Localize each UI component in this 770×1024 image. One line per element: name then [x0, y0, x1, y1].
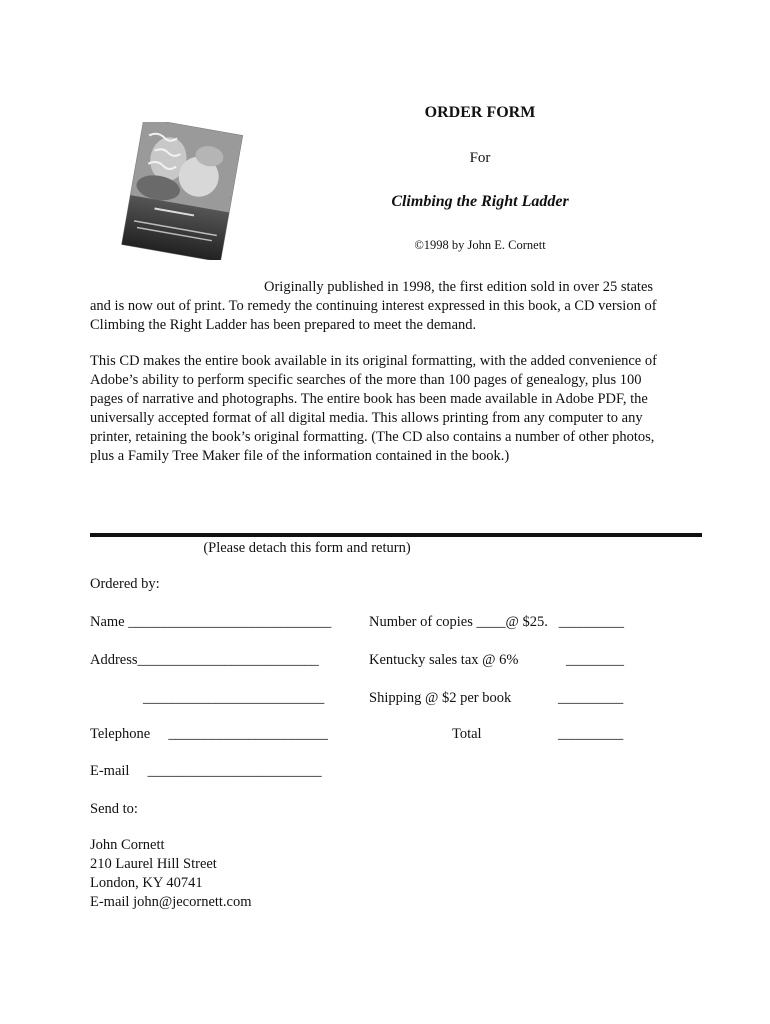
- shipping-label: Shipping @ $2 per book: [369, 690, 512, 706]
- name-label: Name: [90, 614, 125, 630]
- intro-paragraph-2: [90, 352, 700, 466]
- detach-note-text: (Please detach this form and return): [203, 540, 411, 556]
- copyright-line: ©1998 by John E. Cornett: [414, 238, 546, 252]
- ordered-by-label: Ordered by:: [90, 576, 160, 592]
- shipping-blank: _________: [558, 690, 624, 706]
- address-city: London, KY 40741: [90, 875, 203, 891]
- address-line-2-blank: _________________________: [143, 690, 325, 706]
- mailing-address: [90, 836, 252, 912]
- email-blank: ________________________: [147, 763, 322, 779]
- book-title: Climbing the Right Ladder: [391, 193, 569, 210]
- copies-label: Number of copies ____@ $25.: [369, 614, 548, 630]
- copies-blank: _________: [558, 614, 624, 630]
- intro-paragraph-1: [90, 278, 700, 335]
- sales-tax-blank: ________: [566, 652, 624, 668]
- name-blank: ____________________________: [128, 614, 332, 630]
- for-line: For: [469, 150, 491, 166]
- email-field-row: [90, 762, 322, 781]
- address-name: John Cornett: [90, 837, 165, 853]
- address-email: E-mail john@jecornett.com: [90, 894, 252, 910]
- paragraph-line: This CD makes the entire book available in its original formatting, with the added convenience of: [90, 353, 657, 369]
- paragraph-line: plus a Family Tree Maker file of the information contained in the book.): [90, 448, 510, 464]
- sales-tax-label: Kentucky sales tax @ 6%: [369, 652, 519, 668]
- book-cover-image: [118, 122, 246, 260]
- total-blank: _________: [558, 726, 624, 742]
- paragraph-line: printer, retaining the book’s original formatting. (The CD also contains a number of other photos,: [90, 429, 655, 445]
- detach-note: [90, 539, 700, 558]
- paragraph-line: and is now out of print. To remedy the continuing interest expressed in this book, a CD version of: [90, 298, 657, 314]
- telephone-field-row: [90, 725, 328, 744]
- copies-field-row: [369, 613, 624, 632]
- telephone-blank: ______________________: [168, 726, 328, 742]
- send-to-label: Send to:: [90, 801, 138, 817]
- paragraph-line: Originally published in 1998, the first edition sold in over 25 states: [264, 279, 654, 295]
- paragraph-line: Climbing the Right Ladder has been prepared to meet the demand.: [90, 317, 477, 333]
- paragraph-line: pages of narrative and photographs. The entire book has been made available in Adobe PDF, the: [90, 391, 648, 407]
- page-title: ORDER FORM: [424, 104, 536, 121]
- detach-divider: [90, 533, 702, 537]
- total-label: Total: [452, 726, 482, 742]
- name-field-row: [90, 613, 331, 632]
- paragraph-line: universally accepted format of all digital media. This allows printing from any computer to any: [90, 410, 643, 426]
- telephone-label: Telephone: [90, 726, 151, 742]
- address-street: 210 Laurel Hill Street: [90, 856, 217, 872]
- paragraph-line: Adobe’s ability to perform specific searches of the more than 100 pages of genealogy, plus 100: [90, 372, 642, 388]
- email-label: E-mail: [90, 763, 130, 779]
- address-label: Address: [90, 652, 138, 668]
- address-field-row: [90, 651, 319, 670]
- address-blank: _________________________: [137, 652, 319, 668]
